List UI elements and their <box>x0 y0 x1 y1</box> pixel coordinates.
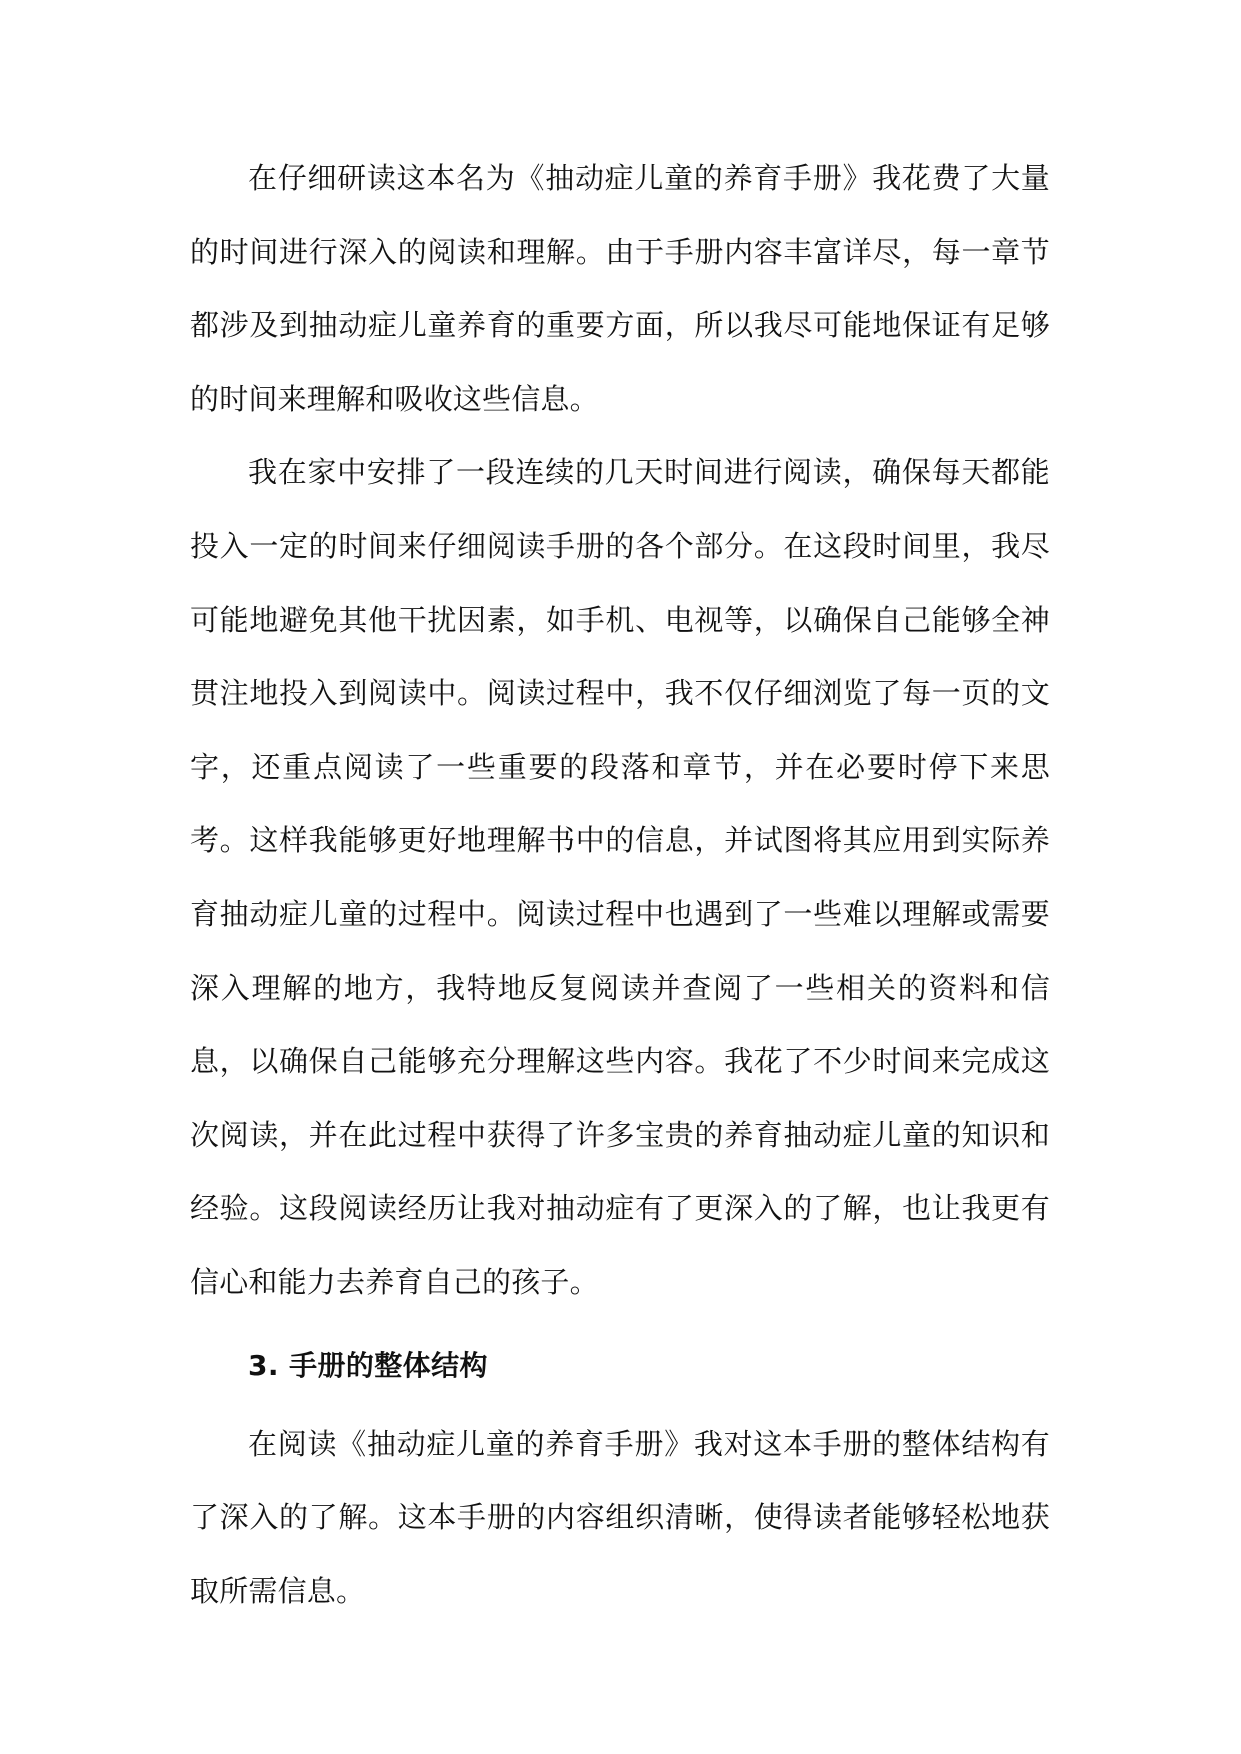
section-heading: 3. 手册的整体结构 <box>248 1348 488 1382</box>
document-body <box>190 142 1050 1628</box>
paragraph-structure-intro: 在阅读《抽动症儿童的养育手册》我对这本手册的整体结构有了深入的了解。这本手册的内容组织清晰，使得读者能够轻松地获取所需信息。 <box>190 1426 1050 1608</box>
paragraph-reading-process: 我在家中安排了一段连续的几天时间进行阅读，确保每天都能投入一定的时间来仔细阅读手册的各个部分。在这段时间里，我尽可能地避免其他干扰因素，如手机、电视等，以确保自己能够全神贯注地投入到阅读中。阅读过程中，我不仅仔细浏览了每一页的文字，还重点阅读了一些重要的段落和章节，并在必要时停下来思考。这样我能够更好地理解书中的信息，并试图将其应用到实际养育抽动症儿童的过程中。阅读过程中也遇到了一些难以理解或需要深入理解的地方，我特地反复阅读并查阅了一些相关的资料和信息，以确保自己能够充分理解这些内容。我花了不少时间来完成这次阅读，并在此过程中获得了许多宝贵的养育抽动症儿童的知识和经验。这段阅读经历让我对抽动症有了更深入的了解，也让我更有信心和能力去养育自己的孩子。 <box>190 455 1050 1299</box>
paragraph-reading-time: 在仔细研读这本名为《抽动症儿童的养育手册》我花费了大量的时间进行深入的阅读和理解。由于手册内容丰富详尽，每一章节都涉及到抽动症儿童养育的重要方面，所以我尽可能地保证有足够的时间来理解和吸收这些信息。 <box>190 161 1050 416</box>
